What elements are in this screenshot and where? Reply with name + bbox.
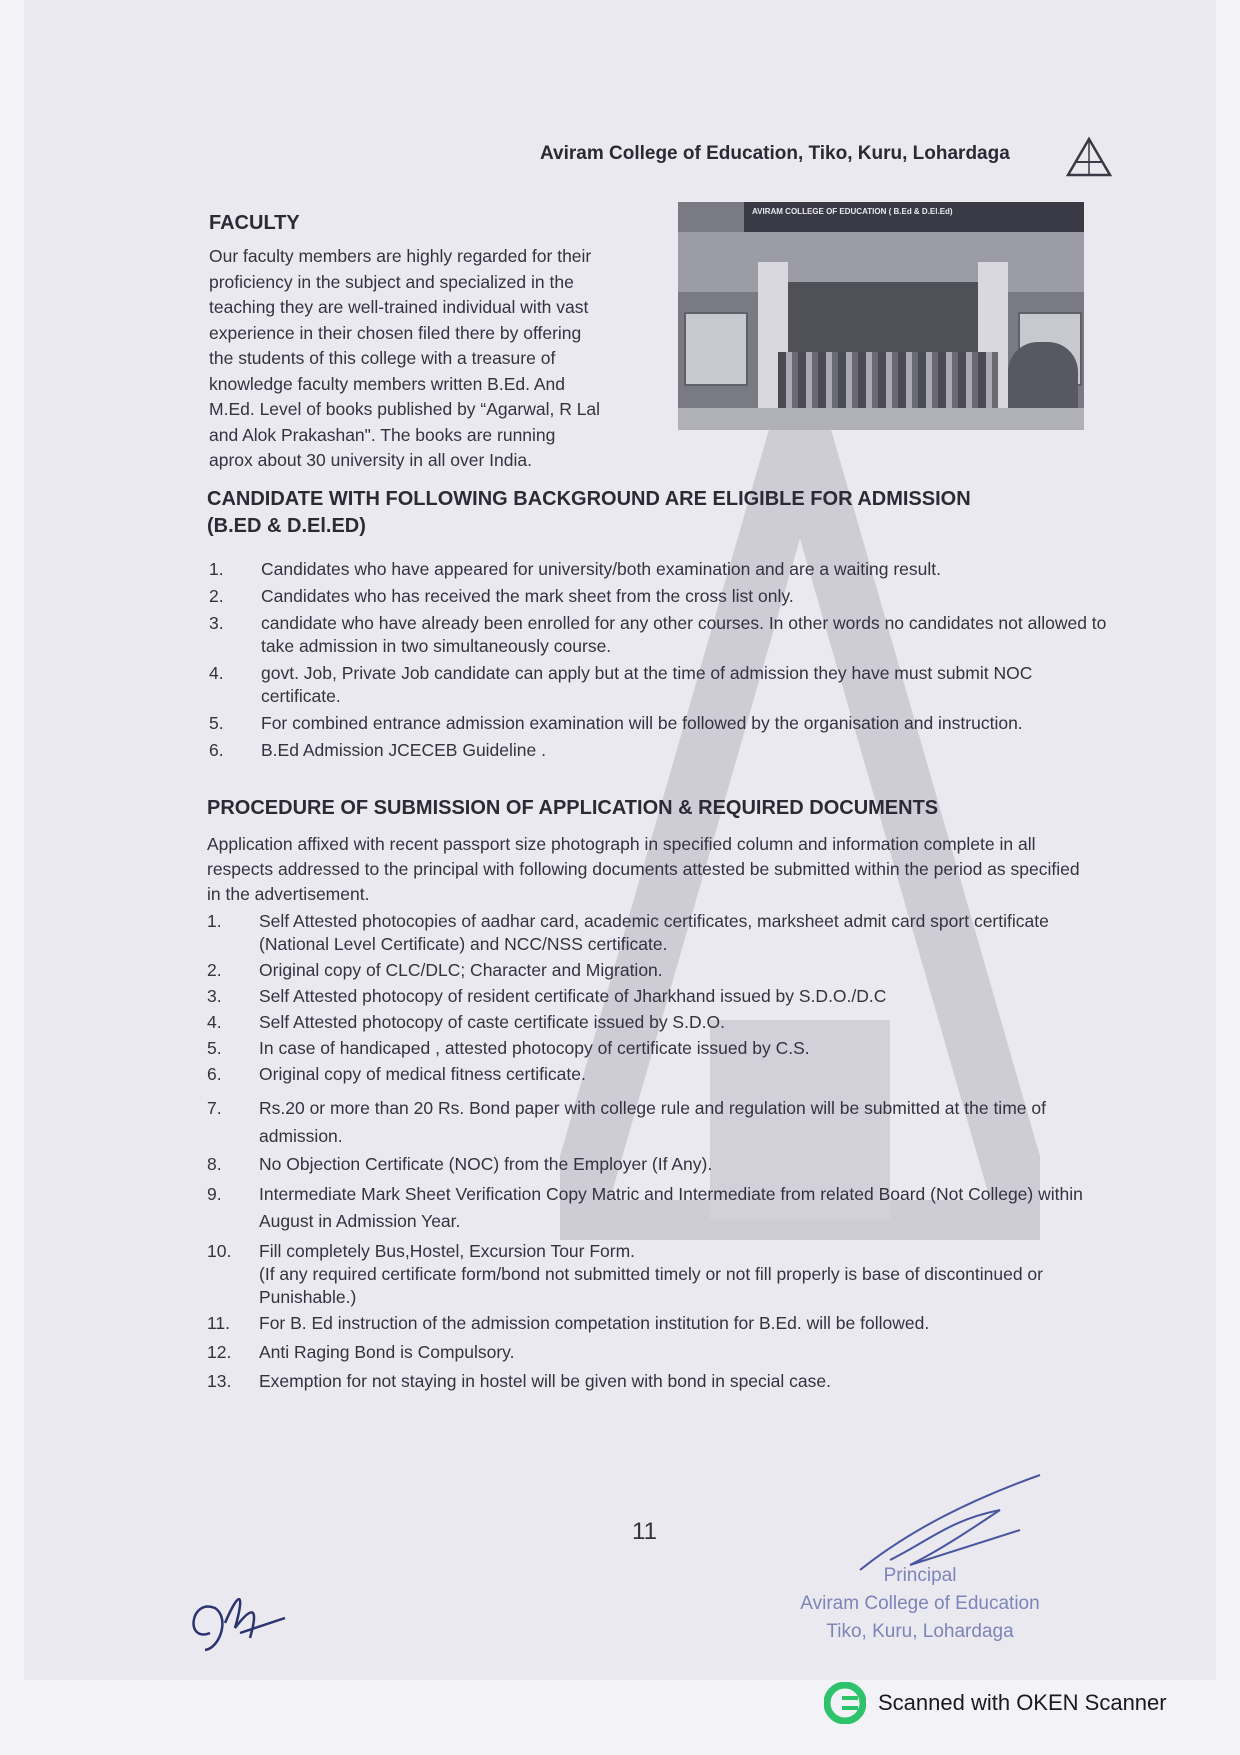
list-item: [207, 1370, 1097, 1393]
list-item: [207, 1094, 1097, 1150]
scanner-brand-text: Scanned with OKEN Scanner: [878, 1690, 1167, 1715]
list-item: [207, 959, 1097, 982]
faculty-paragraph: [209, 244, 679, 474]
list-text: Anti Raging Bond is Compulsory.: [259, 1342, 515, 1362]
eligibility-title-line: CANDIDATE WITH FOLLOWING BACKGROUND ARE ELIGIBLE FOR ADMISSION: [207, 488, 971, 510]
list-text: govt. Job, Private Job candidate can apply but at the time of admission they have must submit NOC certificate.: [261, 663, 1033, 706]
list-item: [207, 1181, 1097, 1235]
list-number: 9.: [207, 1184, 222, 1204]
list-text: Original copy of medical fitness certificate.: [259, 1064, 586, 1084]
list-text: In case of handicaped , attested photocopy of certificate issued by C.S.: [259, 1038, 810, 1058]
list-item: [207, 1153, 1097, 1176]
faculty-line: Our faculty members are highly regarded for their: [209, 246, 592, 266]
list-number: 10.: [207, 1241, 232, 1261]
list-item: [209, 712, 1109, 735]
list-number: 6.: [207, 1064, 222, 1084]
page-header-title: Aviram College of Education, Tiko, Kuru, Lohardaga: [540, 143, 1010, 164]
faculty-line: and Alok Prakashan". The books are running: [209, 424, 556, 445]
list-text: Exemption for not staying in hostel will be given with bond in special case.: [259, 1371, 831, 1391]
stamp-line: Aviram College of Education: [800, 1593, 1040, 1614]
list-number: 5.: [209, 713, 224, 733]
list-text: B.Ed Admission JCECEB Guideline .: [261, 740, 546, 760]
list-text: Self Attested photocopy of resident certificate of Jharkhand issued by S.D.O./D.C: [259, 986, 887, 1006]
list-note: (If any required certificate form/bond not submitted timely or not fill properly is base of discontinued or Punishable.): [259, 1264, 1043, 1307]
list-text: For B. Ed instruction of the admission competation institution for B.Ed. will be followed.: [259, 1313, 930, 1333]
faculty-line: experience in their chosen filed there by offering: [209, 322, 582, 343]
list-text: Original copy of CLC/DLC; Character and Migration.: [259, 960, 663, 980]
list-number: 13.: [207, 1371, 232, 1391]
list-item: [207, 985, 1097, 1008]
list-item: [209, 558, 1109, 581]
list-text: Self Attested photocopy of caste certificate issued by S.D.O.: [259, 1012, 725, 1032]
list-text: For combined entrance admission examination will be followed by the organisation and instruction.: [261, 713, 1023, 733]
triangle-logo-icon: [1065, 136, 1113, 178]
list-number: 7.: [207, 1098, 222, 1118]
list-text: Candidates who has received the mark sheet from the cross list only.: [261, 586, 794, 606]
list-item: [209, 585, 1109, 608]
eligibility-list: [209, 558, 1109, 762]
faculty-line: M.Ed. Level of books published by “Agarwal, R Lal: [209, 399, 601, 419]
list-item: [207, 910, 1097, 956]
list-text: Self Attested photocopies of aadhar card, academic certificates, marksheet admit card sport certificate (National Level Certificate) and NCC/NSS certificate.: [259, 911, 1049, 954]
stamp-line: Principal: [883, 1565, 957, 1586]
list-text: Intermediate Mark Sheet Verification Copy Matric and Intermediate from related Board (Not College) within August in Admission Year.: [259, 1184, 1083, 1231]
list-number: 8.: [207, 1154, 222, 1174]
stamp-line: Tiko, Kuru, Lohardaga: [826, 1621, 1014, 1642]
left-signature: [180, 1578, 290, 1658]
list-number: 12.: [207, 1342, 232, 1362]
list-number: 5.: [207, 1038, 222, 1058]
list-text: Fill completely Bus,Hostel, Excursion Tour Form.: [259, 1241, 636, 1261]
list-number: 2.: [209, 586, 224, 606]
list-number: 3.: [209, 613, 224, 633]
list-number: 4.: [207, 1012, 222, 1032]
procedure-title: PROCEDURE OF SUBMISSION OF APPLICATION & REQUIRED DOCUMENTS: [207, 797, 939, 819]
faculty-line: knowledge faculty members written B.Ed. And: [209, 373, 566, 394]
eligibility-title-line: (B.ED & D.El.ED): [207, 515, 366, 537]
photo-banner: AVIRAM COLLEGE OF EDUCATION ( B.Ed & D.El.Ed): [744, 202, 1084, 232]
list-item: [207, 1063, 1097, 1086]
faculty-line: the students of this college with a treasure of: [209, 348, 556, 368]
scanner-footer: [824, 1682, 1167, 1724]
list-number: 1.: [209, 559, 224, 579]
list-item: [209, 612, 1109, 658]
faculty-line: teaching they are well-trained individual with vast: [209, 297, 589, 317]
list-text: No Objection Certificate (NOC) from the Employer (If Any).: [259, 1154, 713, 1174]
principal-signature: [850, 1470, 1050, 1590]
oken-scanner-logo-icon: [824, 1682, 866, 1724]
list-number: 1.: [207, 911, 222, 931]
eligibility-title: [207, 486, 1107, 540]
list-item: [207, 1312, 1097, 1335]
page-number: 11: [632, 1518, 657, 1545]
list-item: [207, 1341, 1097, 1364]
faculty-line: aprox about 30 university in all over India.: [209, 450, 532, 470]
list-number: 4.: [209, 663, 224, 683]
procedure-intro: Application affixed with recent passport size photograph in specified column and information complete in all respects addressed to the principal with following documents attested be submitted within the period as specified in the advertisement.: [207, 834, 1080, 904]
list-item: [209, 739, 1109, 762]
list-text: candidate who have already been enrolled for any other courses. In other words no candidates not allowed to take admission in two simultaneously course.: [261, 613, 1107, 656]
college-building-photo: [678, 202, 1084, 430]
list-number: 3.: [207, 986, 222, 1006]
list-text: Rs.20 or more than 20 Rs. Bond paper with college rule and regulation will be submitted at the time of admission.: [259, 1098, 1046, 1146]
faculty-line: proficiency in the subject and specialized in the: [209, 271, 574, 292]
faculty-title: FACULTY: [209, 212, 300, 234]
list-number: 11.: [207, 1313, 231, 1333]
list-number: 2.: [207, 960, 222, 980]
list-text: Candidates who have appeared for university/both examination and are a waiting result.: [261, 559, 941, 579]
list-item: [207, 1240, 1097, 1309]
list-item: [209, 662, 1109, 708]
list-number: 6.: [209, 740, 224, 760]
list-item: [207, 1011, 1097, 1034]
documents-list: [207, 910, 1097, 1393]
list-item: [207, 1037, 1097, 1060]
